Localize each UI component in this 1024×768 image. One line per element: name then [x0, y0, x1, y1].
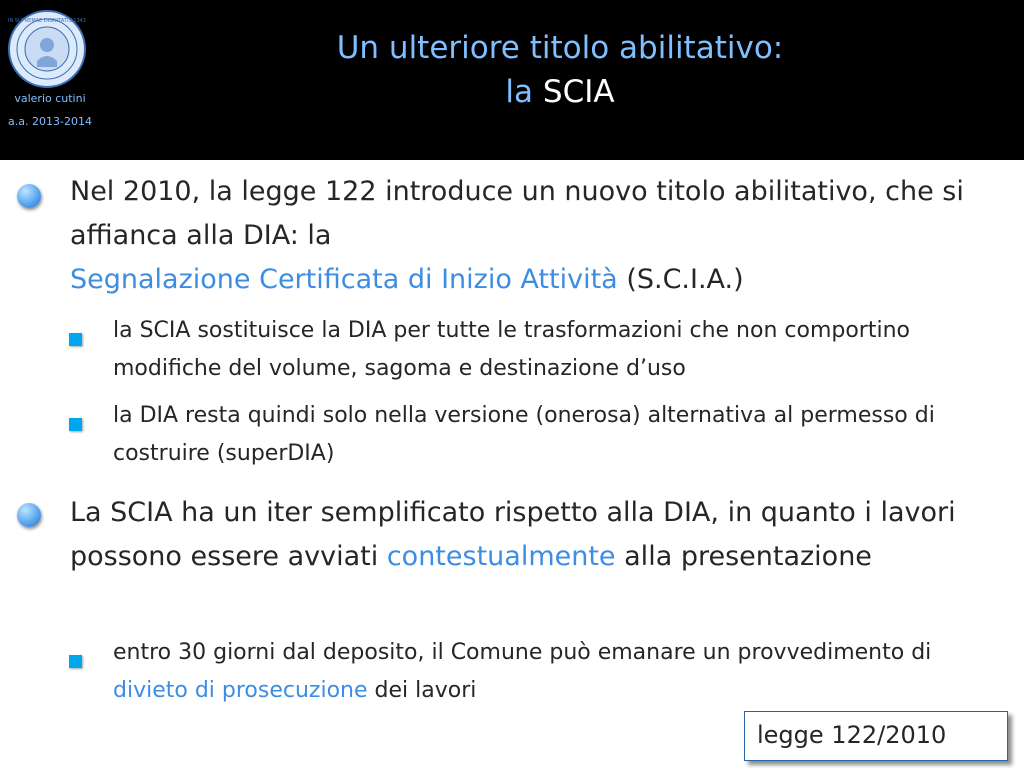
title-line-1: Un ulteriore titolo abilitativo:	[336, 30, 784, 66]
bullet-1	[70, 170, 970, 302]
bullet-1-suffix: (S.C.I.A.)	[626, 264, 744, 295]
seal-text: IN SUPREMAE DIGNITATIS 1343	[8, 18, 86, 24]
university-seal-icon	[7, 9, 87, 89]
bullet-2-suffix: alla presentazione	[624, 541, 872, 572]
subbullet-1-1: la SCIA sostituisce la DIA per tutte le trasformazioni che non comportino modifiche del volume, sagoma e destinazione d’uso	[113, 318, 910, 381]
subbullet-2-1	[113, 634, 1013, 710]
law-reference-box	[744, 711, 1008, 761]
bullet-2	[70, 491, 970, 579]
bullet-2-text: La SCIA ha un iter semplificato rispetto alla DIA, in quanto i lavori possono essere avviati	[70, 497, 956, 572]
author-name: valerio cutini	[14, 92, 86, 105]
slide-title	[230, 26, 890, 114]
bullet-square-icon	[69, 333, 82, 346]
bullet-square-icon	[69, 418, 82, 431]
title-main: SCIA	[542, 74, 615, 110]
bullet-2-highlight: contestualmente	[386, 541, 616, 572]
subbullet-2-1-highlight: divieto di prosecuzione	[113, 678, 368, 703]
slide-header	[0, 0, 1024, 160]
bullet-dot-icon	[17, 184, 41, 208]
bullet-1-highlight: Segnalazione Certificata di Inizio Attività	[70, 264, 618, 295]
bullet-1-text: Nel 2010, la legge 122 introduce un nuovo titolo abilitativo, che si affianca alla DIA: la	[70, 176, 964, 251]
academic-year: a.a. 2013-2014	[8, 115, 92, 128]
title-line-2	[230, 70, 890, 114]
subbullet-2-1-suffix: dei lavori	[374, 678, 477, 703]
title-prefix: la	[505, 74, 534, 110]
subbullet-2-1-text: entro 30 giorni dal deposito, il Comune può emanare un provvedimento di	[113, 640, 932, 665]
subbullet-1-2: la DIA resta quindi solo nella versione (onerosa) alternativa al permesso di costruire (superDIA)	[113, 403, 935, 466]
bullet-square-icon	[69, 655, 82, 668]
law-reference: legge 122/2010	[757, 721, 947, 749]
bullet-dot-icon	[17, 503, 41, 527]
